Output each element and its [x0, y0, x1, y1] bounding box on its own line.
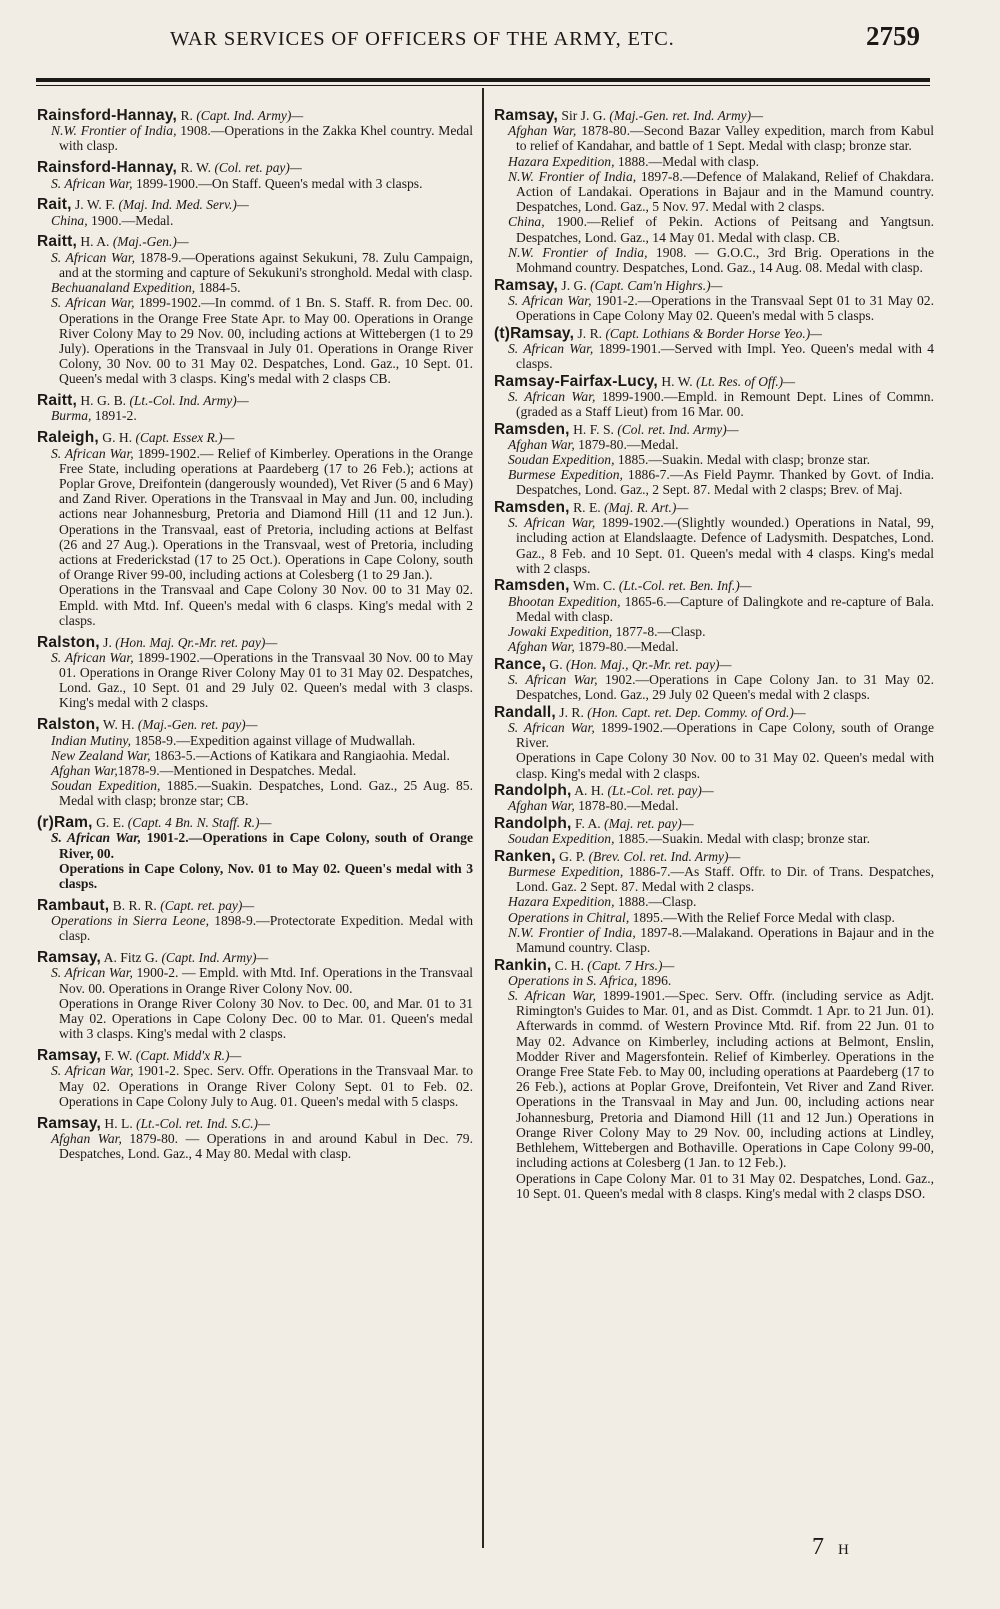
officer-entry	[37, 108, 473, 154]
campaign-name: Jowaki Expedition,	[508, 624, 613, 640]
entry-heading	[37, 234, 473, 249]
officer-entry	[37, 393, 473, 423]
campaign-name: China,	[51, 212, 88, 228]
service-details: 1884-5.	[195, 280, 241, 296]
service-details: 1900.—Relief of Pekin. Actions of Peitsang and Yangtsun. Despatches, Lond. Gaz., 14 May 01. Medal with clasp. CB.	[516, 214, 934, 245]
service-record	[494, 515, 934, 576]
officer-initials: H. F. S.	[569, 421, 618, 437]
officer-initials: H. G. B.	[76, 393, 130, 409]
officer-initials: A. Fitz G.	[101, 950, 162, 966]
officer-entry	[37, 234, 473, 386]
entry-heading	[494, 326, 934, 341]
officer-surname: Rainsford-Hannay,	[37, 159, 178, 177]
service-record	[37, 250, 473, 280]
officer-rank: (Hon. Capt. ret. Dep. Commy. of Ord.)—	[587, 704, 806, 720]
campaign-name: Bhootan Expedition,	[508, 593, 621, 609]
officer-surname: Randolph,	[494, 815, 572, 833]
officer-entry	[494, 278, 934, 324]
entry-heading	[37, 160, 473, 175]
service-record	[37, 763, 473, 778]
entry-heading	[37, 108, 473, 123]
officer-initials: F. W.	[101, 1048, 136, 1064]
officer-entry	[494, 849, 934, 955]
officer-initials: J.	[99, 634, 116, 650]
left-column	[37, 108, 473, 1168]
service-details: 1899-1900.—On Staff. Queen's medal with 3 clasps.	[132, 175, 423, 191]
service-details: 1899-1901.—Spec. Serv. Offr. (including service as Adjt. Rimington's Guides to Mar. 01, and as Dist. Commdt. 1 Apr. to 21 Jun. 01). Afterwards in commd. of Western Province Mtd. Rif. from 22 Jun. 01 to May 02. Advance on Kimberley, including actions at Belmont, Enslin, Modder River and Magersfontein. Relief of Kimberley. Operations in the Orange Free State Feb. to May 00, including operations at Paardeberg (17 to 26 Feb.), actions at Poplar Grove, Dreifontein, Vet River and Zand River. Operations in the Transvaal in May and Jun. 00, including actions near Johannesburg, Pretoria and Diamond Hill (11 and 12 Jun.) Operations in Orange River Colony May to 29 Nov. 00, including actions at Lindley, Bethlehem, Wittebergen and Bothaville. Operations in Cape Colony 99-00, including actions at Colesberg (1 Jan. to 12 Feb.).	[516, 988, 934, 1171]
officer-surname: Randolph,	[494, 782, 572, 800]
campaign-name: N.W. Frontier of India,	[508, 168, 637, 184]
service-details: 1901-2.—Operations in Cape Colony, south of Orange River, 00.	[59, 830, 473, 861]
entry-heading	[494, 500, 934, 515]
service-record	[494, 341, 934, 371]
entry-heading	[37, 197, 473, 212]
campaign-name: S. African War,	[508, 388, 596, 404]
service-record	[37, 213, 473, 228]
service-details: 1878-9.—Operations against Sekukuni, 78. Zulu Campaign, and at the storming and capture of Sekukuni's stronghold. Medal with clasp.	[59, 249, 473, 280]
service-details: 1902.—Operations in Cape Colony Jan. to 31 May 02. Despatches, Lond. Gaz., 29 July 02 Queen's medal with 2 clasps.	[516, 672, 935, 703]
campaign-name: S. African War,	[51, 445, 134, 461]
campaign-name: Burmese Expedition,	[508, 467, 623, 483]
service-record	[494, 123, 934, 153]
officer-surname: Raitt,	[37, 392, 77, 410]
service-details: 1901-2. Spec. Serv. Offr. Operations in the Transvaal Mar. to May 02. Operations in Orange River Colony Sept. 01 to Feb. 02. Operations in Cape Colony July to Aug. 01. Queen's medal with 5 clasps.	[59, 1063, 473, 1109]
officer-rank: (Capt. ret. pay)—	[160, 897, 255, 913]
officer-rank: (Capt. Cam'n Highrs.)—	[590, 277, 723, 293]
campaign-name: China,	[508, 214, 545, 230]
officer-rank: (Maj. Ind. Med. Serv.)—	[118, 197, 249, 213]
service-details: 1879-80.—Medal.	[574, 436, 679, 452]
officer-rank: (Brev. Col. ret. Ind. Army)—	[588, 848, 741, 864]
entry-heading	[494, 849, 934, 864]
campaign-name: Operations in Chitral,	[508, 909, 630, 925]
officer-surname: Ramsay,	[37, 1047, 102, 1065]
officer-surname: Ramsden,	[494, 420, 570, 438]
service-details: Operations in Cape Colony 30 Nov. 00 to 31 May 02. Queen's medal with clasp. King's medal with 2 clasps.	[516, 750, 934, 781]
campaign-name: S. African War,	[508, 672, 598, 688]
campaign-name: Operations in Sierra Leone,	[51, 913, 210, 929]
service-details: 1858-9.—Expedition against village of Mudwallah.	[131, 732, 416, 748]
service-record	[37, 748, 473, 763]
service-details: 1885.—Suakin. Despatches, Lond. Gaz., 25 Aug. 85. Medal with clasp; bronze star; CB.	[59, 778, 473, 809]
campaign-name: Burmese Expedition,	[508, 864, 624, 880]
column-divider	[482, 88, 484, 1548]
service-record	[494, 750, 934, 780]
officer-rank: (Col. ret. pay)—	[214, 160, 302, 176]
service-details: Operations in Orange River Colony 30 Nov. to Dec. 00, and Mar. 01 to 31 May 02. Operations in Cape Colony Dec. 00 to Mar. 01. Queen's medal with 3 clasps. King's medal with 2 clasps.	[59, 995, 473, 1042]
campaign-name: Afghan War,	[508, 436, 575, 452]
entry-heading	[37, 393, 473, 408]
service-details: 1908. — G.O.C., 3rd Brig. Operations in the Mohmand country. Despatches, Lond. Gaz., 14 Aug. 08. Medal with clasp.	[516, 244, 934, 276]
entry-heading	[37, 950, 473, 965]
officer-entry	[494, 422, 934, 498]
officer-initials: R.	[177, 108, 197, 123]
service-details: 1886-7.—As Field Paymr. Thanked by Govt. of India. Despatches, Lond. Gaz., 2 Sept. 87. Medal with 2 clasps; Brev. of Maj.	[516, 467, 934, 498]
officer-initials: H. L.	[101, 1115, 137, 1131]
service-record	[494, 973, 934, 988]
officer-rank: (Capt. Ind. Army)—	[196, 108, 304, 123]
campaign-name: S. African War,	[508, 292, 592, 308]
campaign-name: S. African War,	[508, 515, 596, 531]
service-details: 1878-80.—Second Bazar Valley expedition, march from Kabul to relief of Kandahar, and battle of 1 Sept. Medal with clasp; bronze star.	[516, 123, 934, 154]
service-record	[494, 864, 934, 894]
service-record	[37, 778, 473, 808]
service-details: 1879-80. — Operations in and around Kabul in Dec. 79. Despatches, Lond. Gaz., 4 May 80. Medal with clasp.	[59, 1130, 473, 1162]
service-record	[494, 624, 934, 639]
service-record	[37, 446, 473, 583]
service-details: 1888.—Medal with clasp.	[614, 153, 760, 169]
officer-entry	[37, 1116, 473, 1162]
campaign-name: S. African War,	[508, 720, 595, 736]
officer-entry	[494, 578, 934, 654]
service-record	[494, 169, 934, 215]
service-details: 1899-1902.— Relief of Kimberley. Operations in the Orange Free State, including operations at Paardeberg (17 to 26 Feb.); actions at Poplar Grove, Dreifontein (dangerously wounded), Vet River (5 and 6 May) and Zand River. Operations in the Transvaal in May and Jun. 00, including actions near Johannesburg, Pretoria and Diamond Hill (11 and 12 Jun.). Operations in the Transvaal, east of Pretoria, including actions at Belfast (26 and 27 Aug.). Operations in the Transvaal, west of Pretoria, including actions at Frederickstad (17 to 25 Oct.). Operations in Cape Colony, south of Orange River 99-00, including actions at Colesberg (1 to 29 Jan.).	[59, 445, 473, 583]
entry-heading	[494, 657, 934, 672]
officer-rank: (Capt. Ind. Army)—	[161, 950, 269, 966]
entry-heading	[494, 578, 934, 593]
signature-number: 7	[812, 1534, 824, 1560]
right-column	[494, 108, 934, 1203]
service-details: 1885.—Suakin. Medal with clasp; bronze star.	[614, 831, 871, 847]
service-record	[494, 798, 934, 813]
officer-rank: (Capt. Essex R.)—	[135, 430, 235, 446]
service-record	[37, 733, 473, 748]
service-record	[494, 154, 934, 169]
campaign-name: S. African War,	[508, 988, 597, 1004]
officer-rank: (Capt. 4 Bn. N. Staff. R.)—	[127, 815, 272, 831]
campaign-name: S. African War,	[51, 295, 135, 311]
service-record	[494, 1171, 934, 1201]
officer-initials: B. R. R.	[109, 897, 161, 913]
campaign-name: Afghan War,	[51, 1130, 122, 1146]
service-details: 1897-8.—Malakand. Operations in Bajaur and in the Mamund country. Clasp.	[516, 924, 934, 956]
officer-rank: (Maj.-Gen. ret. pay)—	[137, 717, 258, 733]
service-record	[494, 245, 934, 275]
service-record	[37, 123, 473, 153]
officer-rank: (Maj.-Gen.)—	[112, 234, 189, 250]
officer-rank: (Capt. 7 Hrs.)—	[587, 957, 675, 973]
campaign-name: Operations in S. Africa,	[508, 972, 638, 988]
service-details: 1895.—With the Relief Force Medal with clasp.	[629, 909, 895, 925]
entry-heading	[37, 815, 473, 830]
entry-heading	[494, 422, 934, 437]
campaign-name: Afghan War,	[508, 639, 575, 655]
officer-rank: (Hon. Maj. Qr.-Mr. ret. pay)—	[115, 634, 278, 650]
officer-entry	[37, 197, 473, 227]
service-details: 1899-1902.—In commd. of 1 Bn. S. Staff. R. from Dec. 00. Operations in the Orange Free State Apr. to May 00. Operations in Orange River Colony May to 29 Nov. 00, including actions at Wittebergen (1 to 29 July). Operations in the Transvaal in July 01. Operations in Orange River Colony, 30 Nov. 00 to 31 May 02. Despatches, Lond. Gaz., 10 Sept. 01. Queen's medal with 3 clasps. King's medal with 2 clasps CB.	[59, 295, 474, 387]
officer-rank: (Lt. Res. of Off.)—	[696, 373, 796, 389]
campaign-name: Bechuanaland Expedition,	[51, 280, 196, 296]
officer-entry	[37, 160, 473, 190]
entry-heading	[37, 898, 473, 913]
campaign-name: Hazara Expedition,	[508, 894, 615, 910]
entry-heading	[494, 108, 934, 123]
service-record	[494, 988, 934, 1170]
officer-entry	[494, 657, 934, 703]
officer-initials: C. H.	[551, 957, 588, 973]
campaign-name: S. African War,	[51, 965, 133, 981]
officer-initials: F. A.	[571, 816, 605, 832]
campaign-name: Indian Mutiny,	[51, 732, 132, 748]
service-details: 1899-1902.—Operations in the Transvaal 30 Nov. 00 to May 01. Operations in Orange River Colony May 01 to 31 May 02. Despatches, Lond. Gaz., 10 Sept. 01 and 29 July 02. Queen's medal with 3 clasps. King's medal with 2 clasps.	[59, 649, 474, 711]
officer-initials: W. H.	[99, 717, 138, 733]
campaign-name: N.W. Frontier of India,	[51, 123, 177, 139]
service-details: 1886-7.—As Staff. Offr. to Dir. of Trans. Despatches, Lond. Gaz. 2 Sept. 87. Medal with 2 clasps.	[516, 864, 934, 895]
campaign-name: N.W. Frontier of India,	[508, 924, 636, 940]
officer-initials: A. H.	[571, 783, 608, 799]
service-record	[37, 861, 473, 891]
service-details: 1888.—Clasp.	[614, 894, 697, 910]
service-record	[494, 672, 934, 702]
officer-surname: Ramsay,	[510, 324, 575, 342]
service-details: 1899-1902.—Operations in Cape Colony, south of Orange River.	[516, 720, 934, 751]
service-details: 1896.	[637, 972, 672, 988]
service-details: 1898-9.—Protectorate Expedition. Medal with clasp.	[59, 913, 474, 944]
campaign-name: S. African War,	[51, 649, 134, 665]
officer-rank: (Capt. Lothians & Border Horse Yeo.)—	[605, 325, 823, 341]
service-record	[37, 582, 473, 628]
campaign-name: N.W. Frontier of India,	[508, 244, 648, 260]
officer-surname: Raitt,	[37, 233, 77, 251]
officer-rank: (Lt.-Col. ret. pay)—	[607, 783, 714, 799]
officer-surname: Ramsay,	[37, 1114, 102, 1132]
officer-initials: R. E.	[569, 500, 605, 516]
service-record	[37, 996, 473, 1042]
officer-entry	[494, 958, 934, 1201]
officer-surname: Ralston,	[37, 716, 100, 734]
service-record	[494, 894, 934, 909]
officer-rank: (Maj. ret. pay)—	[604, 816, 694, 832]
service-details: 1899-1900.—Empld. in Remount Dept. Lines of Commn. (graded as a Staff Lieut) from 16 Mar. 00.	[516, 388, 934, 420]
entry-heading	[494, 958, 934, 973]
officer-surname: Ranken,	[494, 847, 556, 865]
service-details: Operations in Cape Colony Mar. 01 to 31 May 02. Despatches, Lond. Gaz., 10 Sept. 01. Queen's medal with 8 clasps. King's medal with 2 clasps DSO.	[516, 1170, 934, 1201]
entry-prefix: (t)	[494, 324, 511, 342]
service-details: Operations in Cape Colony, Nov. 01 to May 02. Queen's medal with 3 clasps.	[59, 860, 473, 892]
officer-surname: Rance,	[494, 655, 547, 673]
officer-rank: (Hon. Maj., Qr.-Mr. ret. pay)—	[566, 656, 732, 672]
service-record	[37, 280, 473, 295]
service-record	[494, 925, 934, 955]
officer-initials: G. E.	[92, 815, 128, 831]
officer-initials: Wm. C.	[569, 578, 619, 594]
officer-entry	[37, 717, 473, 808]
officer-surname: Rambaut,	[37, 896, 110, 914]
service-details: 1878-80.—Medal.	[574, 798, 679, 814]
campaign-name: S. African War,	[508, 340, 594, 356]
service-record	[494, 910, 934, 925]
officer-initials: J. R.	[555, 704, 588, 720]
service-details: 1901-2.—Operations in the Transvaal Sept 01 to 31 May 02. Operations in Cape Colony May 02. Queen's medal with 5 clasps.	[516, 292, 934, 324]
service-details: 1899-1901.—Served with Impl. Yeo. Queen's medal with 4 clasps.	[516, 340, 934, 372]
officer-surname: Rankin,	[494, 956, 552, 974]
campaign-name: S. African War,	[51, 249, 135, 265]
service-details: 1900-2. — Empld. with Mtd. Inf. Operations in the Transvaal Nov. 00. Operations in Orange River Colony Nov. 00.	[59, 965, 473, 996]
campaign-name: Afghan War,	[51, 762, 118, 778]
officer-entry	[37, 1048, 473, 1109]
entry-prefix: (r)	[37, 814, 54, 832]
service-record	[494, 831, 934, 846]
service-record	[37, 650, 473, 711]
service-details: 1879-80.—Medal.	[574, 639, 679, 655]
service-record	[37, 1131, 473, 1161]
service-details: 1891-2.	[91, 408, 137, 424]
campaign-name: Soudan Expedition,	[508, 831, 615, 847]
entry-heading	[37, 717, 473, 732]
officer-entry	[494, 783, 934, 813]
entry-heading	[494, 705, 934, 720]
officer-initials: J. W. F.	[71, 197, 119, 213]
officer-entry	[494, 705, 934, 781]
officer-surname: Ramsay-Fairfax-Lucy,	[494, 372, 658, 390]
entry-heading	[37, 635, 473, 650]
officer-rank: (Col. ret. Ind. Army)—	[617, 421, 739, 437]
officer-rank: (Maj. R. Art.)—	[604, 500, 689, 516]
campaign-name: Soudan Expedition,	[508, 452, 615, 468]
entry-heading	[494, 816, 934, 831]
service-record	[37, 965, 473, 995]
service-details: 1885.—Suakin. Medal with clasp; bronze star.	[614, 452, 871, 468]
officer-surname: Raleigh,	[37, 429, 99, 447]
campaign-name: S. African War,	[51, 830, 142, 846]
officer-rank: (Lt.-Col. ret. Ind. S.C.)—	[136, 1115, 270, 1131]
service-record	[37, 295, 473, 386]
officer-initials: Sir J. G.	[558, 108, 610, 123]
service-details: 1897-8.—Defence of Malakand, Relief of Chakdara. Action of Landakai. Operations in Bajaur and in the Mamund country. Despatches, Lond. Gaz., 5 Nov. 97. Medal with 2 clasps.	[516, 168, 934, 215]
officer-surname: Randall,	[494, 703, 556, 721]
service-details: Operations in the Transvaal and Cape Colony 30 Nov. 00 to 31 May 02. Empld. with Mtd. Inf. Queen's medal with 6 clasps. King's medal with 2 clasps.	[59, 582, 473, 628]
officer-surname: Ramsay,	[37, 949, 102, 967]
officer-entry	[37, 815, 473, 891]
officer-entry	[494, 108, 934, 275]
officer-surname: Ralston,	[37, 633, 100, 651]
officer-surname: Ramsay,	[494, 107, 559, 124]
service-details: 1878-9.—Mentioned in Despatches. Medal.	[117, 762, 357, 778]
running-head: WAR SERVICES OF OFFICERS OF THE ARMY, ETC.	[170, 28, 675, 50]
service-record	[37, 408, 473, 423]
officer-initials: R. W.	[177, 160, 215, 176]
campaign-name: Afghan War,	[508, 798, 575, 814]
service-record	[494, 720, 934, 750]
service-details: 1863-5.—Actions of Katikara and Rangiaohia. Medal.	[150, 747, 450, 763]
officer-initials: J. R.	[574, 325, 606, 341]
service-record	[494, 214, 934, 244]
service-record	[37, 1063, 473, 1109]
entry-heading	[37, 1048, 473, 1063]
officer-entry	[37, 430, 473, 628]
officer-entry	[494, 326, 934, 372]
service-details: 1900.—Medal.	[87, 212, 174, 228]
page-number: 2759	[866, 21, 920, 51]
officer-initials: J. G.	[558, 277, 591, 293]
service-details: 1908.—Operations in the Zakka Khel country. Medal with clasp.	[59, 123, 473, 154]
officer-rank: (Capt. Midd'x R.)—	[135, 1048, 242, 1064]
officer-entry	[494, 500, 934, 576]
campaign-name: S. African War,	[51, 175, 133, 191]
officer-initials: H. W.	[657, 373, 697, 389]
officer-initials: G. P.	[555, 848, 589, 864]
service-record	[37, 176, 473, 191]
officer-entry	[37, 950, 473, 1041]
campaign-name: New Zealand War,	[51, 747, 151, 763]
page-header	[0, 20, 1000, 60]
entry-heading	[37, 1116, 473, 1131]
officer-initials: G. H.	[98, 430, 136, 446]
header-rule-thin	[36, 85, 930, 86]
entry-heading	[494, 783, 934, 798]
entry-heading	[494, 374, 934, 389]
campaign-name: Burma,	[51, 408, 92, 424]
officer-surname: Rait,	[37, 196, 72, 214]
officer-initials: G.	[546, 656, 567, 672]
officer-surname: Ramsden,	[494, 499, 570, 517]
service-record	[494, 467, 934, 497]
officer-rank: (Lt.-Col. Ind. Army)—	[129, 393, 249, 409]
entry-heading	[37, 430, 473, 445]
officer-entry	[494, 374, 934, 420]
campaign-name: S. African War,	[51, 1063, 134, 1079]
officer-entry	[37, 635, 473, 711]
signature-mark	[812, 1534, 849, 1561]
officer-surname: Ram,	[53, 814, 93, 832]
officer-entry	[494, 816, 934, 846]
service-record	[494, 437, 934, 452]
signature-letter: H	[838, 1542, 849, 1558]
service-record	[37, 913, 473, 943]
service-record	[494, 594, 934, 624]
officer-rank: (Lt.-Col. ret. Ben. Inf.)—	[618, 578, 752, 594]
service-record	[494, 389, 934, 419]
campaign-name: Hazara Expedition,	[508, 153, 615, 169]
service-details: 1865-6.—Capture of Dalingkote and re-capture of Bala. Medal with clasp.	[516, 593, 934, 624]
service-record	[494, 293, 934, 323]
officer-surname: Rainsford-Hannay,	[37, 107, 178, 124]
header-rule-thick	[36, 78, 930, 82]
entry-heading	[494, 278, 934, 293]
service-record	[494, 452, 934, 467]
officer-initials: H. A.	[76, 234, 113, 250]
service-details: 1899-1902.—(Slightly wounded.) Operations in Natal, 99, including action at Elandslaagte. Defence of Ladysmith. Despatches, Lond. Gaz., 8 Feb. and 10 Sept. 01. Queen's medal with 4 clasps. King's medal with 2 clasps.	[516, 515, 934, 576]
service-record	[494, 639, 934, 654]
campaign-name: Soudan Expedition,	[51, 778, 161, 794]
campaign-name: Afghan War,	[508, 123, 577, 139]
service-details: 1877-8.—Clasp.	[612, 624, 706, 640]
service-record	[37, 830, 473, 860]
officer-entry	[37, 898, 473, 944]
officer-surname: Ramsay,	[494, 276, 559, 294]
officer-rank: (Maj.-Gen. ret. Ind. Army)—	[609, 108, 763, 123]
officer-surname: Ramsden,	[494, 577, 570, 595]
